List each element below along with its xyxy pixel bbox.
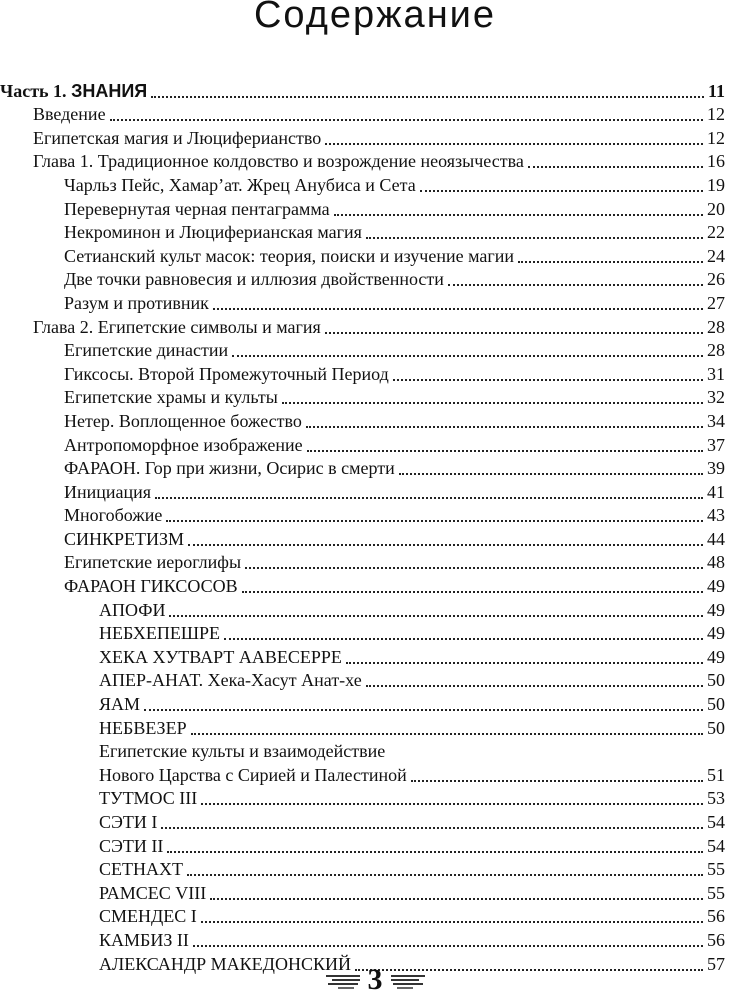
toc-page-number: 50	[707, 694, 725, 715]
toc-entry-title: Чарльз Пейс, Хамар’ат. Жрец Анубиса и Сета	[64, 174, 416, 195]
toc-page-number: 11	[707, 80, 725, 101]
toc-page-number: 26	[707, 269, 725, 290]
toc-entry-title: СЕТНАХТ	[99, 859, 183, 880]
toc-page-number: 49	[707, 599, 725, 620]
toc-entry[interactable]	[0, 762, 725, 786]
toc-page-number: 48	[707, 552, 725, 573]
toc-entry[interactable]	[0, 857, 725, 881]
left-ornament-icon	[324, 970, 362, 990]
toc-entry-title: Часть 1. ЗНАНИЯ	[0, 80, 148, 101]
toc-entry-title: Египетские иероглифы	[64, 552, 242, 573]
leader-dots	[393, 379, 703, 381]
toc-page-number: 20	[707, 198, 725, 219]
leader-dots	[245, 567, 703, 569]
toc-entry-title: СЭТИ I	[99, 812, 158, 832]
toc-entry[interactable]	[0, 715, 725, 739]
toc-entry[interactable]	[0, 503, 725, 527]
toc-entry[interactable]	[0, 479, 725, 503]
leader-dots	[169, 615, 703, 617]
toc-entry[interactable]	[0, 102, 725, 126]
toc-entry-title: АЛЕКСАНДР МАКЕДОНСКИЙ	[99, 953, 351, 974]
toc-entry[interactable]	[0, 290, 725, 314]
leader-dots	[411, 780, 703, 782]
toc-page-number: 50	[707, 717, 725, 738]
toc-entry[interactable]	[0, 220, 725, 244]
toc-page-number: 16	[707, 151, 725, 172]
page-number: 3	[367, 963, 383, 996]
toc-entry[interactable]	[0, 668, 725, 692]
toc-page-number: 19	[707, 174, 725, 195]
toc-page-number: 37	[707, 434, 725, 455]
leader-dots	[448, 284, 703, 286]
leader-dots	[187, 874, 703, 876]
leader-dots	[193, 945, 703, 947]
toc-page-number: 56	[707, 929, 725, 950]
toc-entry-title: Введение	[33, 104, 106, 125]
toc-page-number: 56	[707, 906, 725, 927]
toc-entry[interactable]	[0, 385, 725, 409]
toc-entry-title: Перевернутая черная пентаграмма	[64, 198, 330, 219]
toc-page-number: 53	[707, 788, 725, 809]
leader-dots	[167, 851, 703, 853]
leader-dots	[155, 497, 703, 499]
toc-page-number: 39	[707, 458, 725, 479]
toc-entry[interactable]	[0, 621, 725, 645]
toc-entry-title-line-1[interactable]: Египетские культы и взаимодействие	[99, 741, 386, 762]
leader-dots	[232, 355, 703, 357]
leader-dots	[307, 450, 703, 452]
toc-page-number: 51	[707, 764, 725, 785]
toc-entry-title: Египетские династии	[64, 340, 229, 361]
right-ornament-icon	[389, 970, 427, 990]
leader-dots	[399, 473, 703, 475]
toc-page-number: 28	[707, 316, 725, 337]
toc-entry-title: Антропоморфное изображение	[64, 434, 303, 455]
toc-page-number: 32	[707, 387, 725, 408]
toc-entry[interactable]	[0, 809, 725, 833]
leader-dots	[224, 638, 703, 640]
toc-page-number: 43	[707, 505, 725, 526]
toc-entry[interactable]	[0, 432, 725, 456]
toc-entry-title: Глава 1. Традиционное колдовство и возрождение неоязычества	[33, 151, 524, 172]
leader-dots	[166, 520, 703, 522]
toc-entry-title: ХЕКА ХУТВАРТ ААВЕСЕРРЕ	[99, 646, 342, 667]
toc-page-number: 34	[707, 410, 725, 431]
toc-entry[interactable]	[0, 880, 725, 904]
toc-entry-title: НЕБХЕПЕШРЕ	[99, 623, 221, 644]
toc-entry-title: Гиксосы. Второй Промежуточный Период	[64, 363, 389, 384]
toc-page-number: 27	[707, 292, 725, 313]
toc-page-number: 24	[707, 245, 725, 266]
toc-entry-title: СИНКРЕТИЗМ	[64, 528, 185, 549]
toc-page-number: 49	[707, 623, 725, 644]
leader-dots	[282, 402, 703, 404]
toc-entry-title: РАМСЕС VIII	[99, 882, 207, 903]
toc-entry-title: Нового Царства с Сирией и Палестиной	[99, 764, 407, 785]
toc-entry-title: Сетианский культ масок: теория, поиски и изучение магии	[64, 245, 514, 266]
toc-page-number: 57	[707, 953, 725, 974]
toc-entry-part-1[interactable]	[0, 78, 725, 102]
toc-entry[interactable]	[0, 927, 725, 951]
toc-entry-title: Многобожие	[64, 505, 163, 526]
toc-page-number: 12	[707, 127, 725, 148]
toc-entry[interactable]	[0, 786, 725, 810]
page-title: Содержание	[253, 0, 497, 36]
toc-entry[interactable]	[0, 243, 725, 267]
toc-page-number: 44	[707, 528, 725, 549]
leader-dots	[334, 214, 703, 216]
toc-entry[interactable]	[0, 172, 725, 196]
toc-entry[interactable]	[0, 573, 725, 597]
leader-dots	[420, 190, 703, 192]
toc-page-number: 54	[707, 835, 725, 856]
toc-entry-title: АПЕР-АНАТ. Хека-Хасут Анат-хе	[99, 670, 362, 691]
toc-page-number: 49	[707, 576, 725, 597]
toc-entry-title: АПОФИ	[99, 599, 166, 620]
leader-dots	[191, 733, 703, 735]
leader-dots	[346, 662, 703, 664]
toc-entry-title: Две точки равновесия и иллюзия двойственности	[64, 269, 444, 290]
toc-page-number: 55	[707, 882, 725, 903]
toc-entry-title: ТУТМОС III	[99, 788, 198, 809]
leader-dots	[188, 544, 703, 546]
leader-dots	[366, 237, 703, 239]
leader-dots	[518, 261, 703, 263]
toc-page-number: 28	[707, 340, 725, 361]
toc-page-number: 22	[707, 222, 725, 243]
leader-dots	[325, 332, 703, 334]
toc-entry[interactable]	[0, 361, 725, 385]
toc-page-number: 50	[707, 670, 725, 691]
toc-entry-title: НЕБВЕЗЕР	[99, 717, 187, 738]
leader-dots	[210, 898, 703, 900]
toc-entry[interactable]	[0, 904, 725, 928]
toc-entry-title: Египетские храмы и культы	[64, 387, 278, 408]
toc-entry[interactable]	[0, 125, 725, 149]
toc-entry-title: ФАРАОН. Гор при жизни, Осирис в смерти	[64, 458, 395, 479]
toc-entry[interactable]	[0, 833, 725, 857]
toc-entry[interactable]	[0, 267, 725, 291]
toc-entry-title: Египетская магия и Люциферианство	[33, 127, 322, 148]
table-of-contents	[0, 78, 725, 975]
leader-dots	[213, 308, 703, 310]
page-footer	[0, 960, 750, 1000]
toc-entry[interactable]	[0, 456, 725, 480]
leader-dots	[151, 96, 704, 98]
toc-entry[interactable]	[0, 196, 725, 220]
toc-entry-chapter-1[interactable]	[0, 149, 725, 173]
toc-entry[interactable]	[0, 597, 725, 621]
leader-dots	[110, 119, 703, 121]
leader-dots	[528, 166, 703, 168]
toc-entry-title: Инициация	[64, 481, 152, 502]
toc-page-number: 49	[707, 646, 725, 667]
toc-entry[interactable]	[0, 644, 725, 668]
leader-dots	[161, 827, 703, 829]
toc-entry-title: Глава 2. Египетские символы и магия	[33, 316, 321, 337]
toc-entry-title: СЭТИ II	[99, 835, 164, 856]
toc-entry[interactable]	[0, 550, 725, 574]
toc-entry-title: Нетер. Воплощенное божество	[64, 410, 302, 431]
toc-entry-title: СМЕНДЕС I	[99, 906, 197, 927]
toc-entry[interactable]	[0, 338, 725, 362]
toc-page-number: 54	[707, 812, 725, 832]
toc-entry-title: ЯАМ	[99, 694, 141, 715]
toc-entry-chapter-2[interactable]	[0, 314, 725, 338]
leader-dots	[242, 591, 703, 593]
leader-dots	[366, 685, 703, 687]
toc-page-number: 12	[707, 104, 725, 125]
leader-dots	[325, 143, 703, 145]
leader-dots	[144, 709, 703, 711]
toc-entry-title: Разум и противник	[64, 292, 209, 313]
leader-dots	[306, 426, 703, 428]
toc-entry[interactable]	[0, 526, 725, 550]
leader-dots	[201, 921, 703, 923]
toc-entry-title: ФАРАОН ГИКСОСОВ	[64, 576, 238, 597]
toc-page-number: 55	[707, 859, 725, 880]
toc-entry[interactable]	[0, 408, 725, 432]
toc-entry-title: КАМБИЗ II	[99, 929, 189, 950]
toc-entry-title: Некроминон и Люциферианская магия	[64, 222, 362, 243]
toc-page-number: 41	[707, 481, 725, 502]
toc-entry[interactable]	[0, 691, 725, 715]
toc-page-number: 31	[707, 363, 725, 384]
leader-dots	[201, 803, 703, 805]
